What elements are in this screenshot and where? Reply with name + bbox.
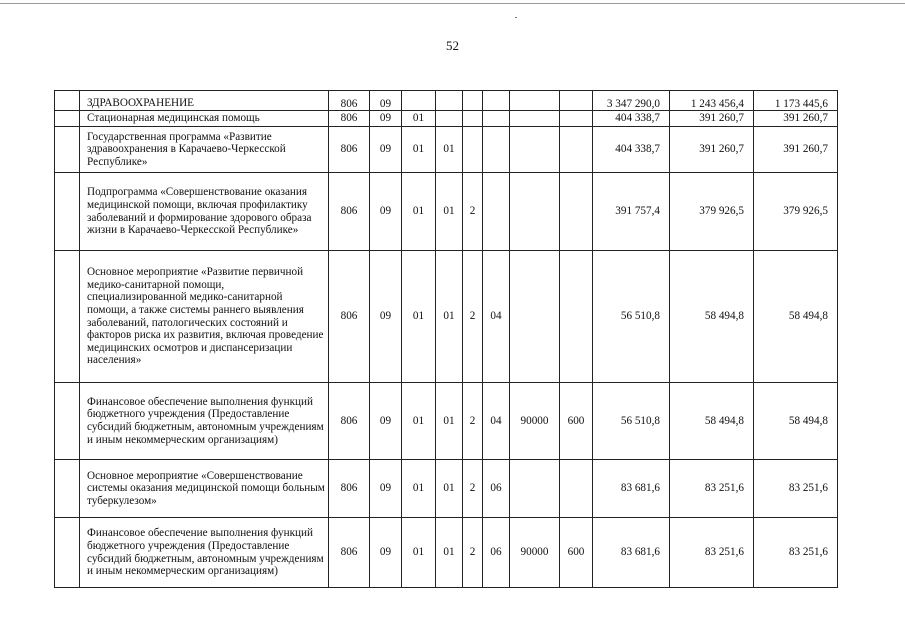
item-name-cell: Государственная программа «Развитие здравоохранения в Карачаево-Черкесской Республике» [80,127,329,173]
table-row [55,111,838,127]
subsection-cell: 01 [402,518,436,588]
row-number-cell [55,383,80,460]
row-number-cell [55,518,80,588]
amount-2020-cell: 56 510,8 [593,251,670,383]
ved-cell: 806 [329,91,370,111]
ved-cell: 806 [329,127,370,173]
subsection-cell: 01 [402,383,436,460]
row-number-cell [55,91,80,111]
subprogram-cell [463,111,483,127]
amount-2021-cell: 58 494,8 [670,251,754,383]
subprogram-cell [463,91,483,111]
top-rule [0,3,905,4]
direction-cell: 90000 [510,518,560,588]
expense-type-cell: 600 [560,518,593,588]
expense-type-cell [560,127,593,173]
ved-cell: 806 [329,518,370,588]
section-cell: 09 [370,383,402,460]
program-cell: 01 [436,173,463,251]
expense-type-cell [560,111,593,127]
budget-table [54,90,838,588]
section-cell: 09 [370,111,402,127]
activity-cell: 06 [483,518,510,588]
activity-cell [483,91,510,111]
subsection-cell: 01 [402,460,436,518]
direction-cell: 90000 [510,383,560,460]
program-cell [436,111,463,127]
amount-2020-cell: 3 347 290,0 [593,91,670,111]
amount-2020-cell: 391 757,4 [593,173,670,251]
section-cell: 09 [370,173,402,251]
subprogram-cell [463,127,483,173]
section-cell: 09 [370,518,402,588]
subprogram-cell: 2 [463,173,483,251]
amount-2021-cell: 58 494,8 [670,383,754,460]
amount-2021-cell: 83 251,6 [670,518,754,588]
direction-cell [510,111,560,127]
amount-2021-cell: 391 260,7 [670,111,754,127]
amount-2022-cell: 1 173 445,6 [754,91,838,111]
subsection-cell: 01 [402,251,436,383]
table-row [55,127,838,173]
activity-cell [483,173,510,251]
expense-type-cell: 600 [560,383,593,460]
program-cell: 01 [436,518,463,588]
item-name-cell: Стационарная медицинская помощь [80,111,329,127]
expense-type-cell [560,173,593,251]
direction-cell [510,460,560,518]
program-cell: 01 [436,383,463,460]
table-row [55,173,838,251]
amount-2021-cell: 391 260,7 [670,127,754,173]
item-name-cell: Подпрограмма «Совершенствование оказания медицинской помощи, включая профилактику заболеваний и формирование здорового образа жизни в Карачаево-Черкесской Республике» [80,173,329,251]
subsection-cell [402,91,436,111]
subprogram-cell: 2 [463,460,483,518]
amount-2020-cell: 56 510,8 [593,383,670,460]
ved-cell: 806 [329,383,370,460]
direction-cell [510,251,560,383]
ved-cell: 806 [329,460,370,518]
program-cell: 01 [436,127,463,173]
subsection-cell: 01 [402,173,436,251]
activity-cell: 04 [483,383,510,460]
row-number-cell [55,127,80,173]
activity-cell: 04 [483,251,510,383]
direction-cell [510,173,560,251]
item-name-cell: Финансовое обеспечение выполнения функций бюджетного учреждения (Предоставление субсидий бюджетным, автономным учреждениям и иным некоммерческим организациям) [80,518,329,588]
ved-cell: 806 [329,173,370,251]
activity-cell [483,127,510,173]
subprogram-cell: 2 [463,251,483,383]
amount-2022-cell: 391 260,7 [754,111,838,127]
amount-2020-cell: 404 338,7 [593,127,670,173]
subprogram-cell: 2 [463,383,483,460]
activity-cell: 06 [483,460,510,518]
section-cell: 09 [370,460,402,518]
amount-2021-cell: 379 926,5 [670,173,754,251]
item-name-cell: ЗДРАВООХРАНЕНИЕ [80,91,329,111]
expense-type-cell [560,460,593,518]
amount-2022-cell: 58 494,8 [754,383,838,460]
program-cell [436,91,463,111]
ved-cell: 806 [329,111,370,127]
item-name-cell: Основное мероприятие «Совершенствование системы оказания медицинской помощи больным туберкулезом» [80,460,329,518]
section-cell: 09 [370,127,402,173]
ved-cell: 806 [329,251,370,383]
amount-2021-cell: 1 243 456,4 [670,91,754,111]
amount-2020-cell: 404 338,7 [593,111,670,127]
amount-2022-cell: 58 494,8 [754,251,838,383]
row-number-cell [55,460,80,518]
item-name-cell: Основное мероприятие «Развитие первичной медико-санитарной помощи, специализированной медико-санитарной помощи, а также системы раннего выявления заболеваний, патологических состояний и факторов риска их развития, включая проведение медицинских осмотров и диспансеризации населения» [80,251,329,383]
amount-2022-cell: 391 260,7 [754,127,838,173]
section-cell: 09 [370,251,402,383]
item-name-cell: Финансовое обеспечение выполнения функций бюджетного учреждения (Предоставление субсидий бюджетным, автономным учреждениям и иным некоммерческим организациям) [80,383,329,460]
amount-2020-cell: 83 681,6 [593,518,670,588]
table-row [55,251,838,383]
amount-2020-cell: 83 681,6 [593,460,670,518]
amount-2021-cell: 83 251,6 [670,460,754,518]
table-row [55,460,838,518]
subsection-cell: 01 [402,111,436,127]
subsection-cell: 01 [402,127,436,173]
scan-speck [515,17,517,18]
row-number-cell [55,173,80,251]
table-row [55,91,838,111]
row-number-cell [55,251,80,383]
amount-2022-cell: 379 926,5 [754,173,838,251]
direction-cell [510,127,560,173]
program-cell: 01 [436,460,463,518]
amount-2022-cell: 83 251,6 [754,518,838,588]
expense-type-cell [560,91,593,111]
table-row [55,518,838,588]
section-cell: 09 [370,91,402,111]
table-row [55,383,838,460]
program-cell: 01 [436,251,463,383]
amount-2022-cell: 83 251,6 [754,460,838,518]
page-number: 52 [446,38,459,53]
activity-cell [483,111,510,127]
expense-type-cell [560,251,593,383]
row-number-cell [55,111,80,127]
subprogram-cell: 2 [463,518,483,588]
direction-cell [510,91,560,111]
